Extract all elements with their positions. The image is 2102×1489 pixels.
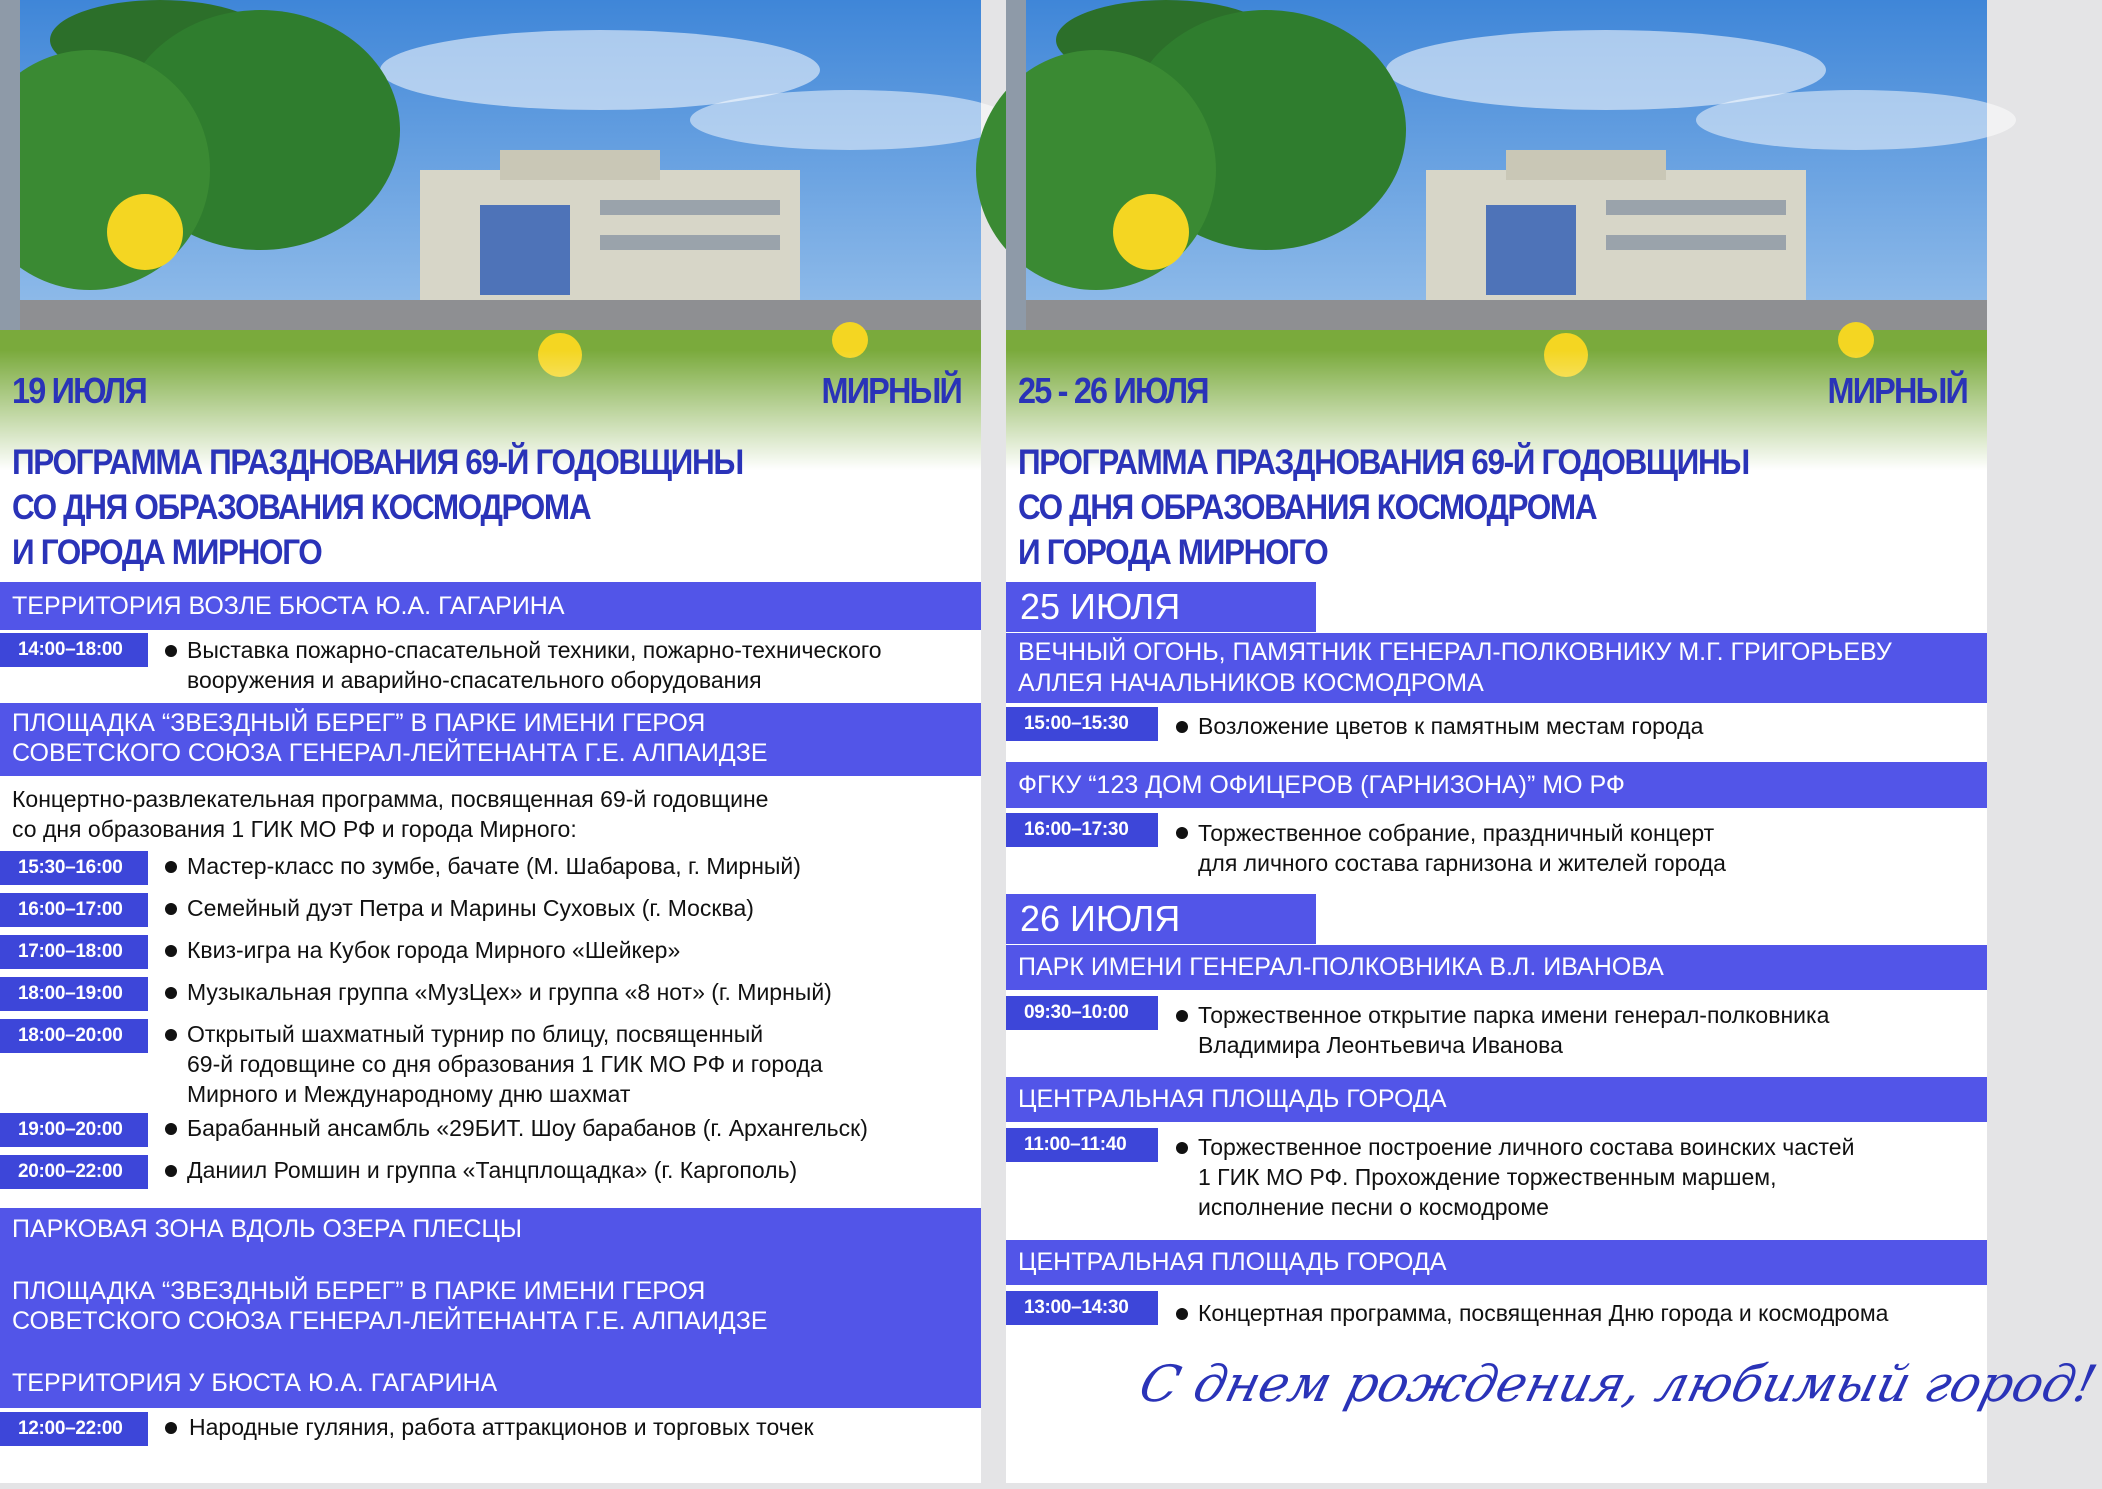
event-description: Концертная программа, посвященная Дню города и космодрома xyxy=(1198,1300,1889,1326)
venue-label: ПАРКОВАЯ ЗОНА ВДОЛЬ ОЗЕРА ПЛЕСЦЫ xyxy=(12,1215,523,1243)
event-text-line: Торжественное открытие парка имени генерал-полковника xyxy=(1198,1002,1830,1028)
day-header-25: 25 ИЮЛЯ xyxy=(1006,582,1316,632)
venue-label: СОВЕТСКОГО СОЮЗА ГЕНЕРАЛ-ЛЕЙТЕНАНТА Г.Е. АЛПАИДЗЕ xyxy=(12,739,768,767)
program-title xyxy=(12,440,972,575)
time-chip: 12:00–22:00 xyxy=(0,1412,148,1446)
poster-july-19 xyxy=(0,0,981,1483)
venue-bar-combined xyxy=(0,1208,981,1408)
time-chip: 16:00–17:30 xyxy=(1006,813,1158,847)
event-text-line: Открытый шахматный турнир по блицу, посвященный xyxy=(187,1021,764,1047)
bullet-dot-icon xyxy=(1176,1308,1188,1320)
event-text-line: 69-й годовщине со дня образования 1 ГИК МО РФ и города xyxy=(187,1051,823,1077)
bullet-dot-icon xyxy=(165,1123,177,1135)
bullet-dot-icon xyxy=(165,1422,177,1434)
event-description xyxy=(187,1019,823,1109)
title-line: СО ДНЯ ОБРАЗОВАНИЯ КОСМОДРОМА xyxy=(1018,488,1597,527)
venue-label: ЦЕНТРАЛЬНАЯ ПЛОЩАДЬ ГОРОДА xyxy=(1018,1248,1447,1276)
bullet-dot-icon xyxy=(1176,827,1188,839)
event-description: Возложение цветов к памятным местам города xyxy=(1198,713,1704,739)
event-text-line: вооружения и аварийно-спасательного оборудования xyxy=(187,667,762,693)
header-city: МИРНЫЙ xyxy=(821,370,961,411)
event-description: Барабанный ансамбль «29БИТ. Шоу барабанов (г. Архангельск) xyxy=(187,1115,868,1141)
event-text-line: 1 ГИК МО РФ. Прохождение торжественным маршем, xyxy=(1198,1164,1777,1190)
venue-label: АЛЛЕЯ НАЧАЛЬНИКОВ КОСМОДРОМА xyxy=(1018,669,1484,697)
bullet-dot-icon xyxy=(165,945,177,957)
concert-intro xyxy=(12,784,768,844)
venue-bar-gagarin-bust xyxy=(0,582,981,630)
time-chip: 16:00–17:00 xyxy=(0,893,148,927)
venue-label: ЦЕНТРАЛЬНАЯ ПЛОЩАДЬ ГОРОДА xyxy=(1018,1085,1447,1113)
bullet-dot-icon xyxy=(165,903,177,915)
venue-bar-central-square xyxy=(1006,1077,1987,1122)
venue-label: ТЕРРИТОРИЯ ВОЗЛЕ БЮСТА Ю.А. ГАГАРИНА xyxy=(12,592,565,620)
event-text-line: Торжественное построение личного состава воинских частей xyxy=(1198,1134,1855,1160)
time-chip: 15:30–16:00 xyxy=(0,851,148,885)
event-text-line: исполнение песни о космодроме xyxy=(1198,1194,1549,1220)
day-header-26: 26 ИЮЛЯ xyxy=(1006,894,1316,944)
time-chip: 17:00–18:00 xyxy=(0,935,148,969)
venue-bar-eternal-flame xyxy=(1006,633,1987,703)
bullet-dot-icon xyxy=(165,1165,177,1177)
venue-bar-central-square-2 xyxy=(1006,1240,1987,1285)
bullet-dot-icon xyxy=(165,861,177,873)
title-line: ПРОГРАММА ПРАЗДНОВАНИЯ 69-Й ГОДОВЩИНЫ xyxy=(1018,443,1749,482)
event-description xyxy=(1198,1000,1829,1060)
time-chip: 18:00–20:00 xyxy=(0,1019,148,1053)
bullet-dot-icon xyxy=(165,1029,177,1041)
bullet-dot-icon xyxy=(165,645,177,657)
venue-bar-ivanov-park xyxy=(1006,945,1987,990)
intro-line: Концертно-развлекательная программа, посвященная 69-й годовщине xyxy=(12,786,769,812)
intro-line: со дня образования 1 ГИК МО РФ и города Мирного: xyxy=(12,816,577,842)
event-text-line: для личного состава гарнизона и жителей города xyxy=(1198,850,1726,876)
time-chip: 15:00–15:30 xyxy=(1006,707,1158,741)
venue-label: ФГКУ “123 ДОМ ОФИЦЕРОВ (ГАРНИЗОНА)” МО РФ xyxy=(1018,771,1625,799)
title-line: И ГОРОДА МИРНОГО xyxy=(1018,533,1328,572)
event-text-line: Выставка пожарно-спасательной техники, пожарно-технического xyxy=(187,637,882,663)
time-chip: 13:00–14:30 xyxy=(1006,1291,1158,1325)
header-date: 19 ИЮЛЯ xyxy=(12,370,146,411)
title-line: ПРОГРАММА ПРАЗДНОВАНИЯ 69-Й ГОДОВЩИНЫ xyxy=(12,443,743,482)
time-chip: 20:00–22:00 xyxy=(0,1155,148,1189)
event-description xyxy=(1198,818,1726,878)
venue-label: СОВЕТСКОГО СОЮЗА ГЕНЕРАЛ-ЛЕЙТЕНАНТА Г.Е. АЛПАИДЗЕ xyxy=(12,1307,768,1335)
venue-bar-zvezdny-bereg xyxy=(0,703,981,776)
bullet-dot-icon xyxy=(1176,1142,1188,1154)
event-text-line: Владимира Леонтьевича Иванова xyxy=(1198,1032,1563,1058)
event-description: Даниил Ромшин и группа «Танцплощадка» (г. Каргополь) xyxy=(187,1157,798,1183)
event-description xyxy=(187,635,882,695)
time-chip: 19:00–20:00 xyxy=(0,1113,148,1147)
time-chip: 14:00–18:00 xyxy=(0,633,148,667)
event-text-line: Мирного и Международному дню шахмат xyxy=(187,1081,631,1107)
venue-label: ПАРК ИМЕНИ ГЕНЕРАЛ-ПОЛКОВНИКА В.Л. ИВАНОВА xyxy=(1018,953,1664,981)
event-description: Мастер-класс по зумбе, бачате (М. Шабарова, г. Мирный) xyxy=(187,853,801,879)
event-description: Музыкальная группа «МузЦех» и группа «8 нот» (г. Мирный) xyxy=(187,979,832,1005)
event-description xyxy=(1198,1132,1854,1222)
time-chip: 18:00–19:00 xyxy=(0,977,148,1011)
bullet-dot-icon xyxy=(1176,721,1188,733)
header-date: 25 - 26 ИЮЛЯ xyxy=(1018,370,1208,411)
event-description: Квиз-игра на Кубок города Мирного «Шейкер» xyxy=(187,937,681,963)
event-text-line: Торжественное собрание, праздничный концерт xyxy=(1198,820,1715,846)
poster-july-25-26 xyxy=(1006,0,2102,1483)
venue-label: ПЛОЩАДКА “ЗВЕЗДНЫЙ БЕРЕГ” В ПАРКЕ ИМЕНИ ГЕРОЯ xyxy=(12,1277,706,1305)
greeting-signature: С днем рождения, любимый город! xyxy=(1133,1355,2102,1413)
venue-label: ПЛОЩАДКА “ЗВЕЗДНЫЙ БЕРЕГ” В ПАРКЕ ИМЕНИ ГЕРОЯ xyxy=(12,709,706,737)
time-chip: 09:30–10:00 xyxy=(1006,996,1158,1030)
bullet-dot-icon xyxy=(1176,1010,1188,1022)
event-description: Народные гуляния, работа аттракционов и торговых точек xyxy=(189,1414,814,1440)
venue-label: ТЕРРИТОРИЯ У БЮСТА Ю.А. ГАГАРИНА xyxy=(12,1369,498,1397)
time-chip: 11:00–11:40 xyxy=(1006,1128,1158,1162)
program-title xyxy=(1018,440,1978,575)
event-description: Семейный дуэт Петра и Марины Суховых (г. Москва) xyxy=(187,895,754,921)
title-line: СО ДНЯ ОБРАЗОВАНИЯ КОСМОДРОМА xyxy=(12,488,591,527)
venue-label: ВЕЧНЫЙ ОГОНЬ, ПАМЯТНИК ГЕНЕРАЛ-ПОЛКОВНИКУ М.Г. ГРИГОРЬЕВУ xyxy=(1018,638,1892,666)
title-line: И ГОРОДА МИРНОГО xyxy=(12,533,322,572)
venue-bar-officers-house xyxy=(1006,762,1987,808)
bullet-dot-icon xyxy=(165,987,177,999)
header-city: МИРНЫЙ xyxy=(1827,370,1967,411)
